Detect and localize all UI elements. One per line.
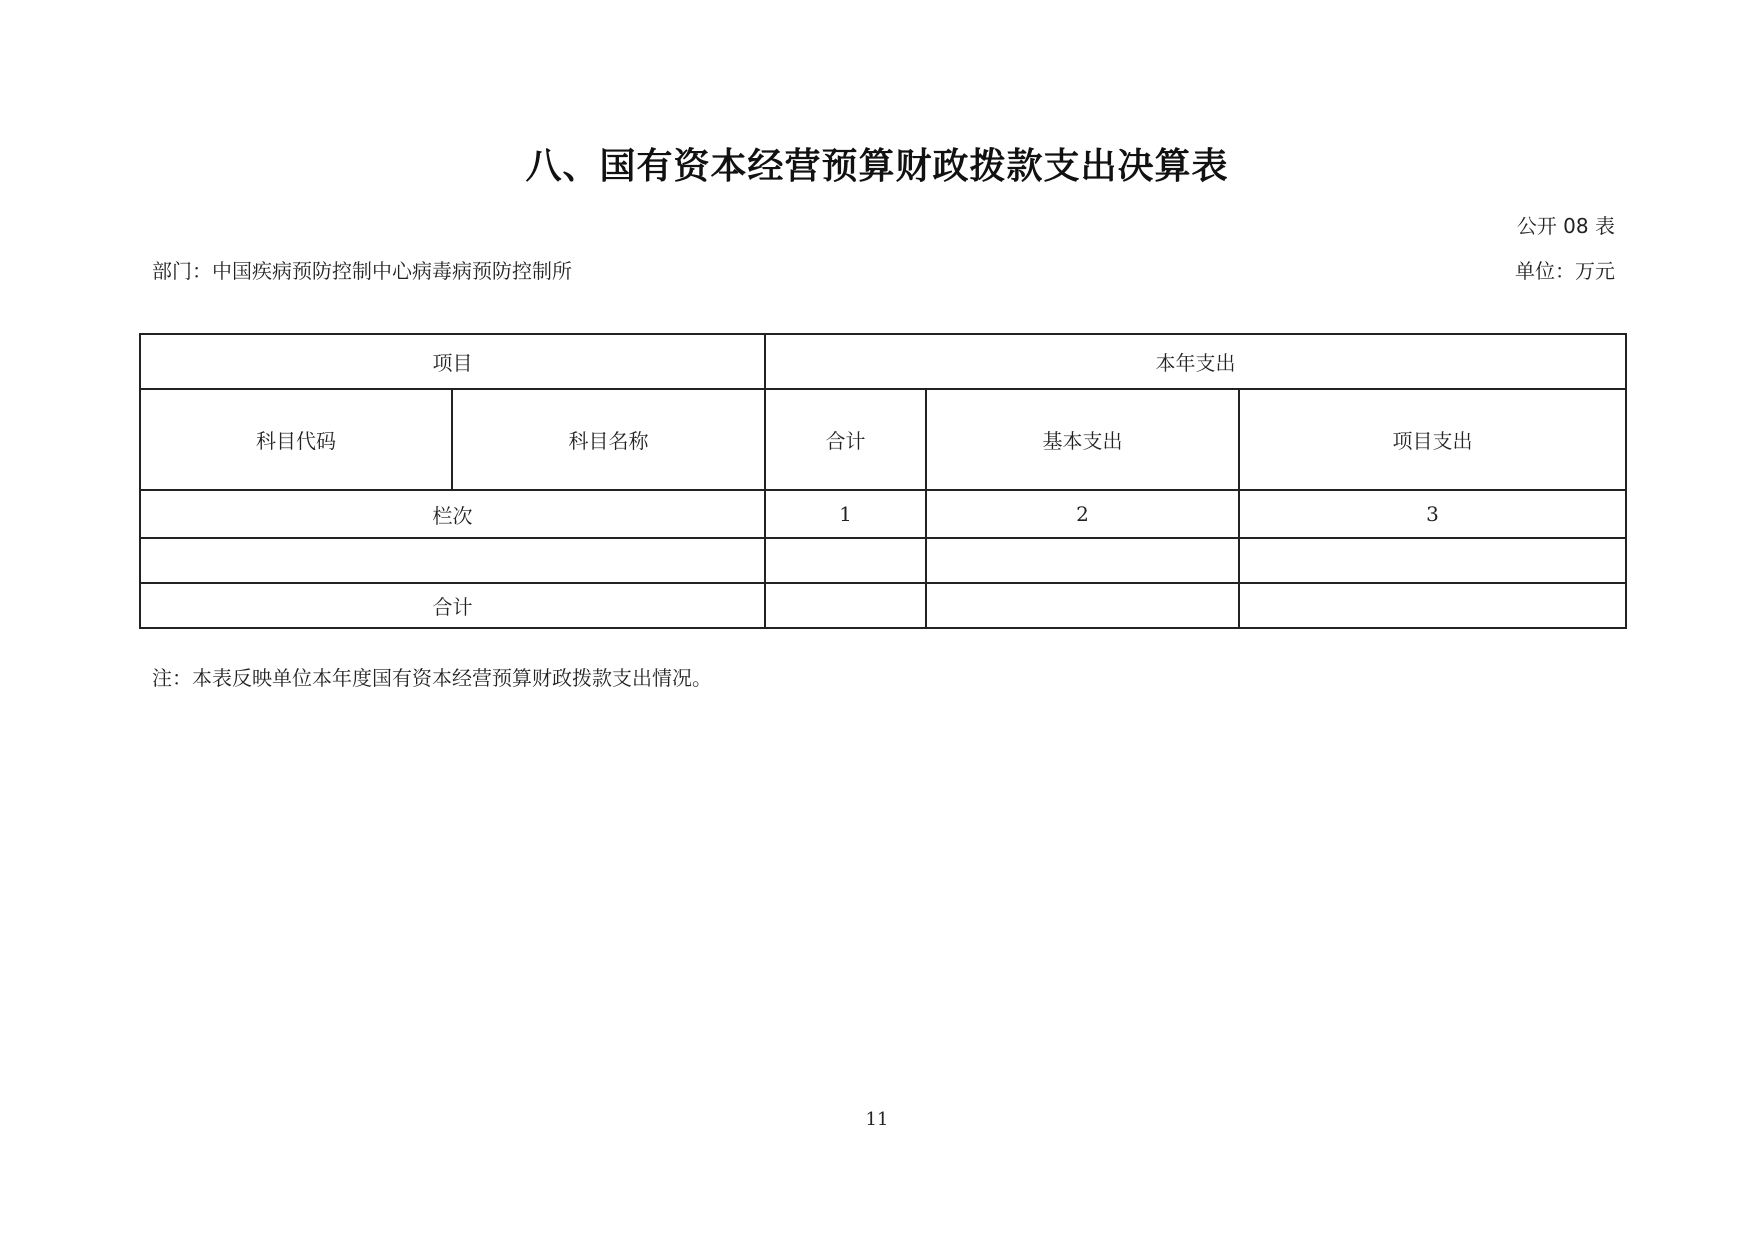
- table-header-row: [140, 334, 1626, 389]
- cell-index-2: 2: [926, 490, 1239, 538]
- table-row-sum: [140, 583, 1626, 628]
- col-subject-name: 科目名称: [452, 389, 765, 490]
- header-current-year: 本年支出: [765, 334, 1626, 389]
- expenditure-table: [139, 333, 1627, 629]
- cell-index-3: 3: [1239, 490, 1626, 538]
- cell-empty-basic: [926, 538, 1239, 583]
- row-label-empty: [140, 538, 765, 583]
- col-total: 合计: [765, 389, 926, 490]
- header-item: 项目: [140, 334, 765, 389]
- col-subject-code: 科目代码: [140, 389, 452, 490]
- table-subheader-row: [140, 389, 1626, 490]
- table-row-column-index: [140, 490, 1626, 538]
- row-label-column-index: 栏次: [140, 490, 765, 538]
- row-label-sum: 合计: [140, 583, 765, 628]
- unit-label: 单位：万元: [1515, 259, 1615, 283]
- page-title: 八、国有资本经营预算财政拨款支出决算表: [525, 146, 1229, 187]
- department-label: 部门：中国疾病预防控制中心病毒病预防控制所: [152, 259, 572, 283]
- form-number: 公开 08 表: [1516, 214, 1615, 238]
- cell-empty-total: [765, 538, 926, 583]
- table-row-empty: [140, 538, 1626, 583]
- cell-empty-project: [1239, 538, 1626, 583]
- col-basic-expenditure: 基本支出: [926, 389, 1239, 490]
- cell-sum-basic: [926, 583, 1239, 628]
- table-note: 注：本表反映单位本年度国有资本经营预算财政拨款支出情况。: [152, 666, 712, 690]
- page-number: 11: [865, 1109, 889, 1130]
- col-project-expenditure: 项目支出: [1239, 389, 1626, 490]
- cell-sum-project: [1239, 583, 1626, 628]
- cell-index-1: 1: [765, 490, 926, 538]
- cell-sum-total: [765, 583, 926, 628]
